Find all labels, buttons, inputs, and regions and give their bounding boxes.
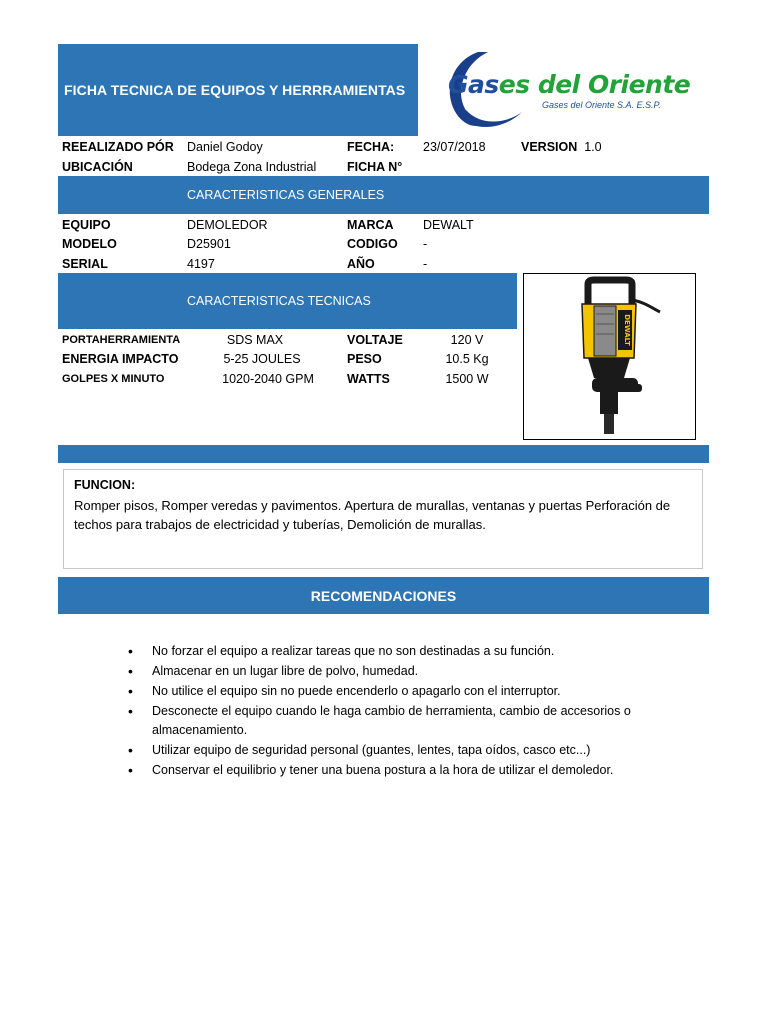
list-item: • No utilice el equipo sin no puede encenderlo o apagarlo con el interruptor. (128, 682, 648, 701)
tool-brand-label: DEWALT (623, 314, 631, 346)
porta-label: PORTAHERRAMIENTA (62, 334, 181, 346)
equipo-label: EQUIPO (62, 218, 111, 232)
generales-heading-band (58, 176, 709, 214)
watts-label: WATTS (347, 372, 390, 386)
funcion-text: Romper pisos, Romper veredas y pavimentos. Apertura de murallas, ventanas y puertas Perforación de techos para trabajos de electricidad y tuberías, Demolición de murallas. (74, 498, 671, 532)
page-title: FICHA TECNICA DE EQUIPOS Y HERRRAMIENTAS (64, 82, 406, 98)
funcion-title: FUNCION: (74, 478, 136, 492)
version-value: 1.0 (584, 140, 602, 154)
logo-tagline: Gases del Oriente S.A. E.S.P. (542, 100, 661, 110)
fecha-label: FECHA: (347, 140, 395, 154)
product-photo (523, 273, 696, 440)
peso-value: 10.5 Kg (445, 352, 489, 366)
list-item: • Utilizar equipo de seguridad personal (guantes, lentes, tapa oídos, casco etc...) (128, 741, 648, 760)
list-item: • No forzar el equipo a realizar tareas que no son destinadas a su función. (128, 642, 648, 661)
fecha-value: 23/07/2018 (423, 140, 486, 154)
generales-heading: CARACTERISTICAS GENERALES (187, 188, 385, 202)
list-item: • Almacenar en un lugar libre de polvo, humedad. (128, 662, 648, 681)
ubicacion-label: UBICACIÓN (62, 160, 133, 174)
version-label-text: VERSION (521, 140, 578, 154)
funcion-box (63, 469, 703, 569)
ficha-label: FICHA N° (347, 160, 403, 174)
recomendaciones-list (128, 642, 648, 781)
list-item: • Desconecte el equipo cuando le haga cambio de herramienta, cambio de accesorios o almacenamiento. (128, 702, 648, 740)
anio-value: - (423, 257, 428, 271)
company-logo (436, 44, 708, 136)
marca-value: DEWALT (423, 218, 474, 232)
energia-label: ENERGIA IMPACTO (62, 352, 179, 366)
marca-label: MARCA (347, 218, 394, 232)
serial-label: SERIAL (62, 257, 108, 271)
logo-text-part1: Gas (448, 70, 499, 99)
golpes-value: 1020-2040 GPM (222, 372, 314, 386)
modelo-label: MODELO (62, 237, 117, 251)
demolition-hammer-icon (524, 274, 695, 439)
serial-value: 4197 (187, 257, 215, 271)
porta-value: SDS MAX (226, 333, 284, 347)
golpes-label: GOLPES X MINUTO (62, 373, 165, 385)
energia-value: 5-25 JOULES (223, 352, 301, 366)
codigo-value: - (423, 237, 428, 251)
tecnicas-heading: CARACTERISTICAS TECNICAS (187, 294, 371, 308)
anio-label: AÑO (347, 257, 375, 271)
ubicacion-value: Bodega Zona Industrial (187, 160, 317, 174)
realizado-label: REEALIZADO PÓR (62, 140, 174, 154)
version-label (521, 140, 602, 154)
logo-text-part2: es del Oriente (498, 70, 691, 99)
recomendaciones-heading: RECOMENDACIONES (310, 587, 457, 604)
watts-value: 1500 W (445, 372, 489, 386)
realizado-value: Daniel Godoy (187, 140, 263, 154)
list-item: • Conservar el equilibrio y tener una buena postura a la hora de utilizar el demoledor. (128, 761, 648, 780)
codigo-label: CODIGO (347, 237, 398, 251)
divider-band (58, 445, 709, 463)
modelo-value: D25901 (187, 237, 231, 251)
peso-label: PESO (347, 352, 382, 366)
header-title-band (58, 44, 418, 136)
recomendaciones-heading-band (58, 577, 709, 614)
voltaje-label: VOLTAJE (347, 333, 403, 347)
equipo-value: DEMOLEDOR (187, 218, 268, 232)
voltaje-value: 120 V (450, 333, 484, 347)
tecnicas-heading-band (58, 273, 517, 329)
